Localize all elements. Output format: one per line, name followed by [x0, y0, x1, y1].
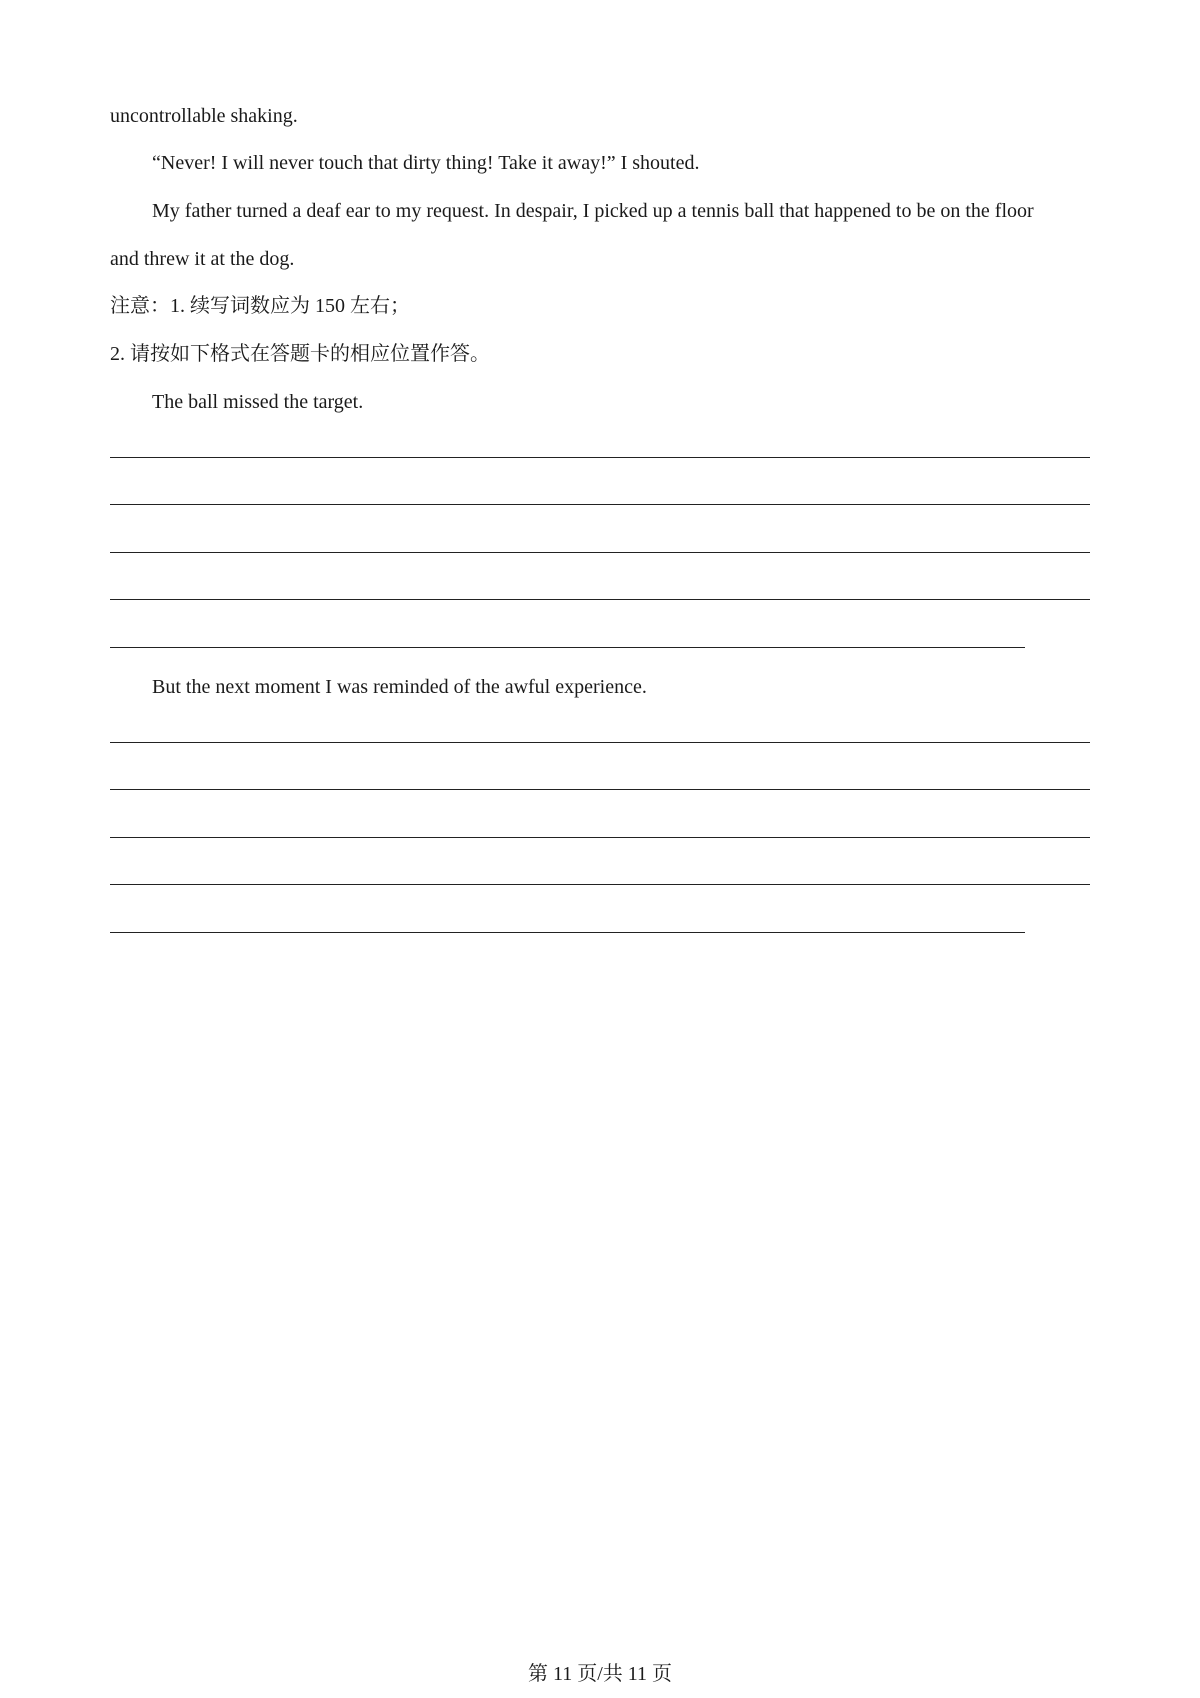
answer-line[interactable] [110, 932, 1025, 933]
answer-line[interactable] [110, 504, 1090, 505]
paragraph-opening: The ball missed the target. [152, 391, 364, 413]
instruction-note: 2. 请按如下格式在答题卡的相应位置作答。 [110, 343, 490, 365]
passage-line: uncontrollable shaking. [110, 105, 298, 127]
answer-line[interactable] [110, 884, 1090, 885]
paragraph-opening: But the next moment I was reminded of the awful experience. [152, 676, 647, 698]
passage-line: My father turned a deaf ear to my request. In despair, I picked up a tennis ball that happened to be on the floor [152, 200, 1034, 222]
answer-line[interactable] [110, 837, 1090, 838]
answer-line[interactable] [110, 789, 1090, 790]
page-number: 第 11 页/共 11 页 [527, 1663, 673, 1685]
answer-line[interactable] [110, 742, 1090, 743]
answer-line[interactable] [110, 599, 1090, 600]
passage-line: and threw it at the dog. [110, 248, 295, 270]
answer-line[interactable] [110, 457, 1090, 458]
passage-line: “Never! I will never touch that dirty thing! Take it away!” I shouted. [152, 152, 700, 174]
instruction-note: 注意：1. 续写词数应为 150 左右； [110, 295, 410, 317]
answer-line[interactable] [110, 647, 1025, 648]
answer-line[interactable] [110, 552, 1090, 553]
